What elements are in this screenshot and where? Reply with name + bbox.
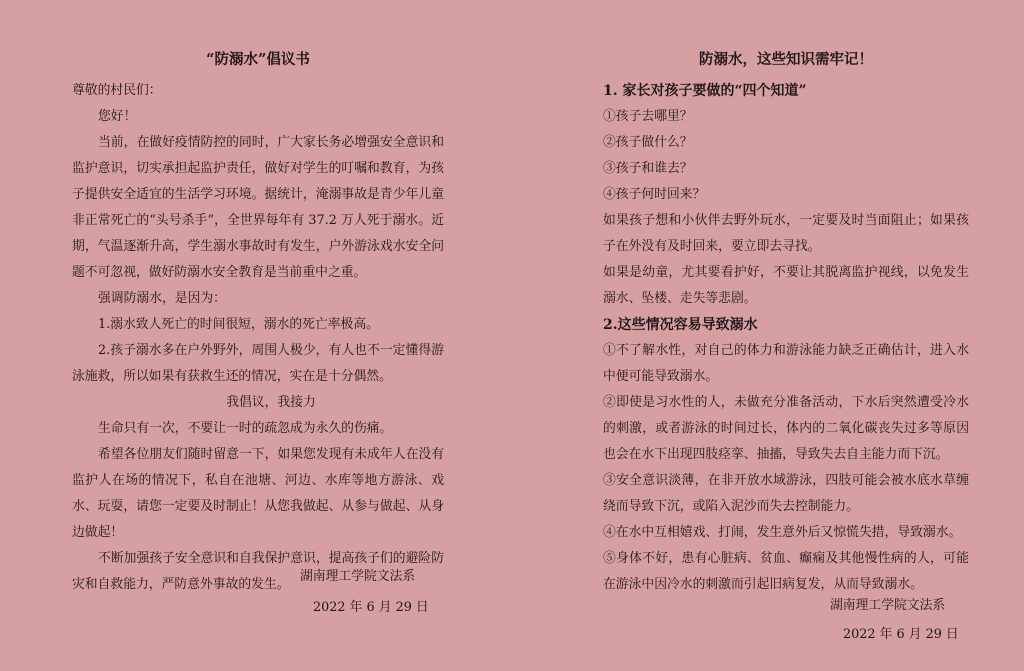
paragraph-toddler: 如果是幼童，尤其要看护好，不要让其脱离监护视线，以免发生溺水、坠楼、走失等悲剧。 [603, 265, 969, 306]
salutation: 尊敬的村民们： [72, 83, 162, 98]
cause-item-4: ④在水中互相嬉戏、打闹，发生意外后又惊慌失措，导致溺水。 [603, 525, 962, 540]
paragraph-hope: 希望各位朋友们随时留意一下，如果您发现有未成年人在没有监护人在场的情况下，私自在池塘、河边、水库等地方游泳、戏水、玩耍，请您一定要及时制止！从您我做起、从参与做起、从身边做起！ [72, 447, 444, 540]
knowledge-title: 防溺水，这些知识需牢记！ [699, 51, 873, 68]
cause-item-3: ③安全意识淡薄，在非开放水域游泳，四肢可能会被水底水草缠绕而导致下沉，或陷入泥沙而失去控制能力。 [603, 473, 969, 514]
knowledge-body [603, 78, 969, 598]
know-item-3: ③孩子和谁去？ [603, 161, 693, 176]
know-item-4: ④孩子何时回来？ [603, 187, 706, 202]
know-item-1: ①孩子去哪里？ [603, 109, 693, 124]
paragraph-outdoor: 如果孩子想和小伙伴去野外玩水，一定要及时当面阻止；如果孩子在外没有及时回来，要立即去寻找。 [603, 213, 969, 254]
proposal-title: “防溺水”倡议书 [206, 51, 310, 68]
signature-date: 2022 年 6 月 29 日 [313, 600, 429, 615]
section-heading-1: 1. 家长对孩子要做的“四个知道” [603, 83, 807, 99]
cause-item-2: ②即使是习水性的人，未做充分准备活动，下水后突然遭受冷水的刺激，或者游泳的时间过长，体内的二氧化碳丧失过多等原因也会在水下出现四肢痉挛、抽搐，导致失去自主能力而下沉。 [603, 395, 969, 462]
signature-org: 湖南理工学院文法系 [300, 569, 416, 584]
paragraph-reason-2: 2.孩子溺水多在户外野外，周围人极少，有人也不一定懂得游泳施救，所以如果有获救生还的情况，实在是十分偶然。 [72, 343, 444, 384]
proposal-body [72, 78, 444, 598]
signature-org: 湖南理工学院文法系 [830, 598, 946, 613]
know-item-2: ②孩子做什么？ [603, 135, 693, 150]
paragraph-situation: 当前，在做好疫情防控的同时，广大家长务必增强安全意识和监护意识，切实承担起监护责任，做好对学生的叮嘱和教育，为孩子提供安全适宜的生活学习环境。据统计，淹溺事故是青少年儿童非正常死亡的“头号杀手”，全世界每年有 37.2 万人死于溺水。近期，气温逐渐升高，学生溺水事故时有发生，户外游泳戏水安全问题不可忽视，做好防溺水安全教育是当前重中之重。 [72, 135, 444, 280]
section-heading-2: 2.这些情况容易导致溺水 [603, 317, 758, 333]
greeting: 您好！ [98, 109, 137, 124]
cause-item-1: ①不了解水性，对自己的体力和游泳能力缺乏正确估计，进入水中便可能导致溺水。 [603, 343, 969, 384]
signature-date: 2022 年 6 月 29 日 [843, 627, 959, 642]
cause-item-5: ⑤身体不好，患有心脏病、贫血、癫痫及其他慢性病的人，可能在游泳中因冷水的刺激而引起旧病复发，从而导致溺水。 [603, 551, 969, 592]
paragraph-life: 生命只有一次，不要让一时的疏忽成为永久的伤痛。 [98, 421, 393, 436]
paragraph-reason-1: 1.溺水致人死亡的时间很短，溺水的死亡率极高。 [98, 317, 379, 332]
paragraph-reason-intro: 强调防溺水，是因为： [98, 291, 226, 306]
paragraph-strengthen: 不断加强孩子安全意识和自我保护意识，提高孩子们的避险防灾和自救能力，严防意外事故的发生。 [72, 551, 444, 592]
proposal-subheading: 我倡议，我接力 [226, 395, 316, 410]
